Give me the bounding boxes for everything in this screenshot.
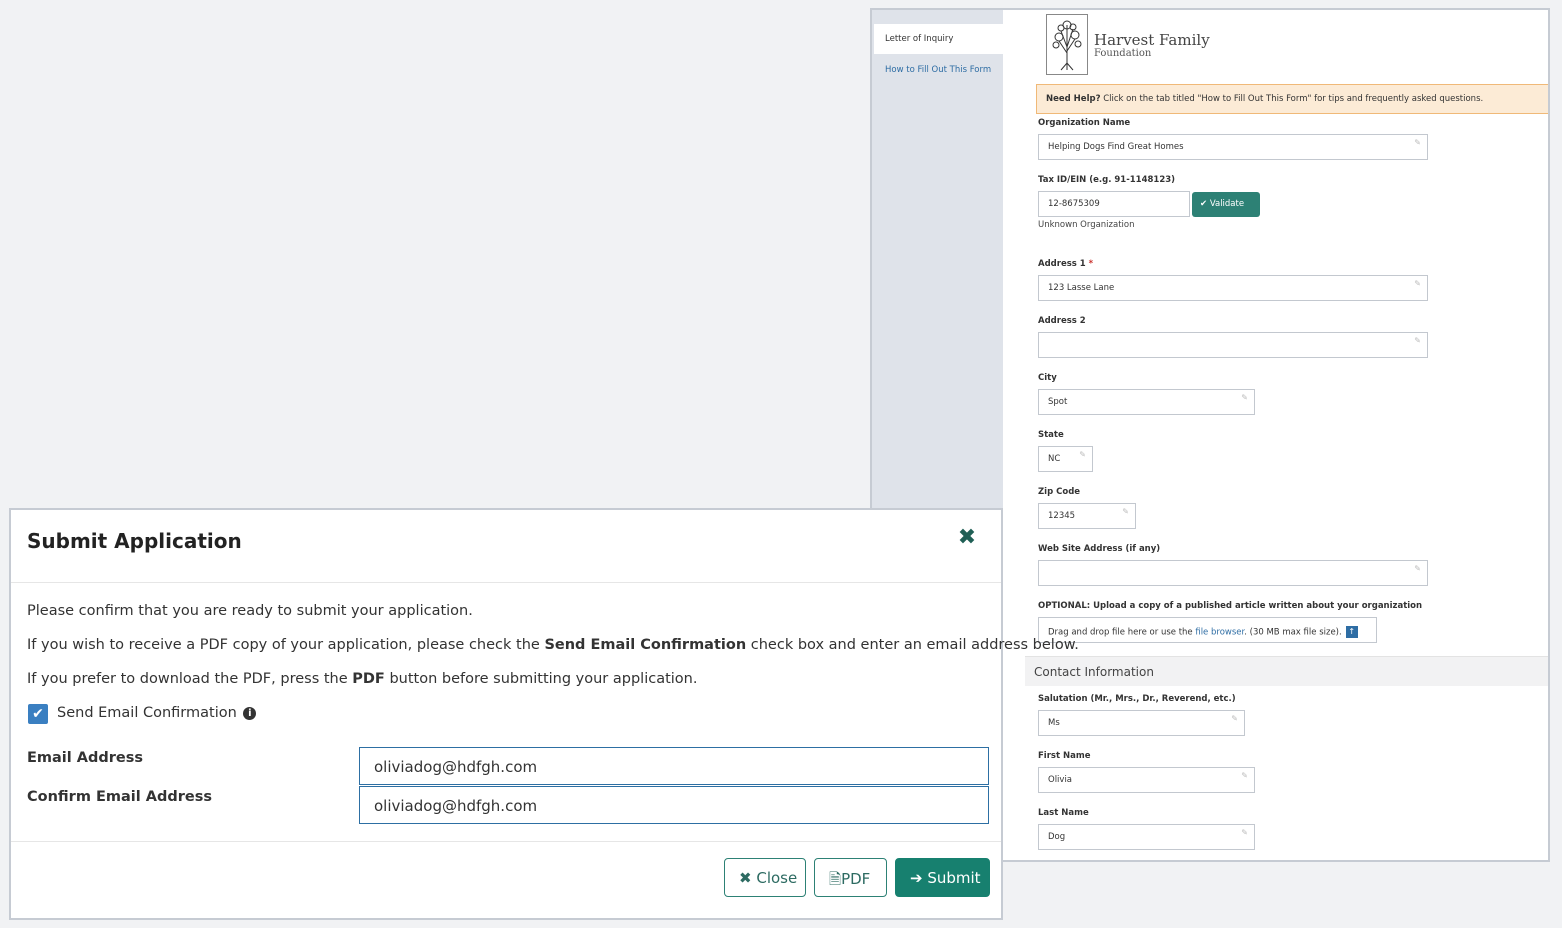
org-name-input[interactable] (1038, 134, 1428, 160)
upload-text-before: Drag and drop file here or use the (1048, 627, 1196, 638)
autofill-icon: ✎ (1414, 564, 1421, 573)
close-button-label: Close (756, 869, 798, 887)
contact-section-header: Contact Information (1025, 656, 1550, 686)
upload-label: OPTIONAL: Upload a copy of a published article written about your organization (1038, 601, 1423, 611)
autofill-icon: ✎ (1079, 450, 1086, 459)
first-name-input[interactable] (1038, 767, 1255, 793)
salutation-label: Salutation (Mr., Mrs., Dr., Reverend, etc.) (1038, 694, 1236, 704)
tab-how-to-fill-out[interactable]: How to Fill Out This Form (885, 65, 992, 75)
pdf-button-label: PDF (841, 870, 871, 888)
validate-label: Validate (1209, 199, 1245, 209)
confirm-text: Please confirm that you are ready to submit your application. (27, 603, 473, 619)
send-email-label-text: Send Email Confirmation (57, 705, 237, 721)
modal-title: Submit Application (27, 529, 242, 553)
address1-input[interactable] (1038, 275, 1428, 301)
autofill-icon: ✎ (1241, 828, 1248, 837)
last-name-value: Dog (1048, 832, 1066, 842)
required-mark: * (1088, 259, 1094, 269)
tax-id-status: Unknown Organization (1038, 220, 1135, 230)
tax-id-label: Tax ID/EIN (e.g. 91-1148123) (1038, 175, 1176, 185)
tax-id-value: 12-8675309 (1048, 199, 1100, 209)
city-value: Spot (1048, 397, 1068, 407)
send-email-label[interactable] (57, 705, 256, 721)
pdf-instructions-after: check box and enter an email address below. (746, 637, 1079, 653)
help-text: Click on the tab titled "How to Fill Out This Form" for tips and frequently asked questions. (1100, 94, 1484, 104)
address1-value: 123 Lasse Lane (1048, 283, 1115, 293)
tab-letter-of-inquiry[interactable]: Letter of Inquiry (874, 24, 1003, 54)
state-label: State (1038, 430, 1064, 440)
confirm-email-value: oliviadog@hdfgh.com (374, 797, 538, 815)
autofill-icon: ✎ (1241, 393, 1248, 402)
upload-text-after: . (30 MB max file size). (1244, 627, 1342, 638)
email-label: Email Address (27, 750, 144, 766)
autofill-icon: ✎ (1231, 714, 1238, 723)
submit-button-label: Submit (927, 869, 981, 887)
email-value: oliviadog@hdfgh.com (374, 758, 538, 776)
file-drop-zone[interactable] (1038, 617, 1377, 643)
send-email-checkbox[interactable] (28, 704, 48, 724)
download-instructions-after: button before submitting your application. (384, 671, 698, 687)
check-circle-icon: ✔ (1200, 199, 1210, 209)
website-label: Web Site Address (if any) (1038, 544, 1161, 554)
city-input[interactable] (1038, 389, 1255, 415)
salutation-value: Ms (1048, 718, 1060, 728)
download-instructions-bold: PDF (352, 671, 385, 687)
tax-id-input[interactable] (1038, 191, 1190, 217)
city-label: City (1038, 373, 1057, 383)
file-browser-link[interactable]: file browser (1195, 627, 1245, 638)
pdf-button[interactable] (814, 858, 887, 897)
close-button[interactable] (724, 858, 806, 897)
confirm-email-input[interactable] (359, 786, 989, 824)
pdf-file-icon: 🗎 (829, 870, 842, 888)
submit-arrow-icon: ➔ (910, 869, 928, 887)
confirm-email-label: Confirm Email Address (27, 789, 212, 805)
pdf-instructions-before: If you wish to receive a PDF copy of your application, please check the (27, 637, 545, 653)
autofill-icon: ✎ (1122, 507, 1129, 516)
close-x-icon: ✖ (739, 869, 757, 887)
website-input[interactable] (1038, 560, 1428, 586)
zip-value: 12345 (1048, 511, 1076, 521)
state-value: NC (1048, 454, 1061, 464)
close-icon[interactable]: ✖ (957, 525, 977, 550)
autofill-icon: ✎ (1414, 336, 1421, 345)
harvest-tree-logo-icon (1046, 14, 1088, 75)
autofill-icon: ✎ (1414, 279, 1421, 288)
logo-title: Harvest Family (1094, 31, 1210, 49)
state-input[interactable] (1038, 446, 1093, 472)
autofill-icon: ✎ (1414, 138, 1421, 147)
form-content (1003, 10, 1548, 860)
info-icon[interactable]: i (243, 707, 256, 720)
salutation-input[interactable] (1038, 710, 1245, 736)
checkmark-icon: ✔ (32, 706, 44, 722)
modal-footer-divider (11, 841, 1001, 842)
zip-label: Zip Code (1038, 487, 1081, 497)
help-banner (1036, 84, 1550, 114)
help-bold: Need Help? (1046, 94, 1101, 104)
email-input[interactable] (359, 747, 989, 785)
address2-input[interactable] (1038, 332, 1428, 358)
upload-icon[interactable]: ↑ (1346, 626, 1358, 638)
last-name-label: Last Name (1038, 808, 1089, 818)
address2-label: Address 2 (1038, 316, 1086, 326)
address1-label-text: Address 1 (1038, 259, 1086, 269)
org-name-label: Organization Name (1038, 118, 1131, 128)
submit-button[interactable] (895, 858, 990, 897)
org-name-value: Helping Dogs Find Great Homes (1048, 142, 1184, 152)
validate-button[interactable] (1192, 192, 1260, 217)
first-name-value: Olivia (1048, 775, 1073, 785)
address1-label (1038, 259, 1093, 269)
logo-subtitle: Foundation (1094, 48, 1152, 59)
zip-input[interactable] (1038, 503, 1136, 529)
pdf-instructions-bold: Send Email Confirmation (544, 637, 747, 653)
download-instructions-before: If you prefer to download the PDF, press the (27, 671, 353, 687)
last-name-input[interactable] (1038, 824, 1255, 850)
autofill-icon: ✎ (1241, 771, 1248, 780)
modal-header-divider (11, 582, 1001, 583)
download-instructions (27, 671, 697, 687)
pdf-instructions (27, 637, 1079, 653)
first-name-label: First Name (1038, 751, 1091, 761)
